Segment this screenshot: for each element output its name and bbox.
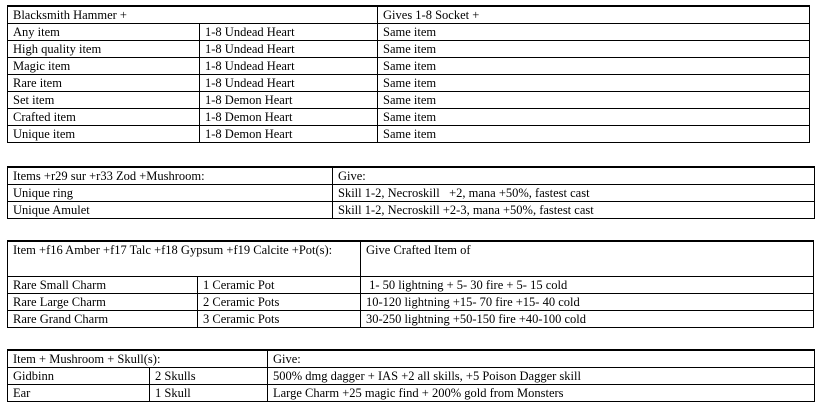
cell-ingredient: 1-8 Demon Heart [200, 92, 378, 109]
cell-ingredient: 2 Skulls [150, 368, 268, 385]
table-row [8, 109, 810, 126]
table-header-row [8, 350, 815, 368]
table-row [8, 277, 814, 294]
table-row [8, 126, 810, 143]
table-row [8, 202, 815, 219]
table-header-row [8, 6, 810, 24]
header-result: Give: [268, 350, 815, 368]
cell-item: Gidbinn [8, 368, 150, 385]
table-row [8, 294, 814, 311]
cell-result: Same item [378, 75, 810, 92]
crafted-charm-table [7, 240, 814, 328]
table-header-row [8, 241, 814, 277]
cell-result: Skill 1-2, Necroskill +2-3, mana +50%, fastest cast [333, 202, 815, 219]
cell-ingredient: 1-8 Undead Heart [200, 24, 378, 41]
header-result: Give: [333, 167, 815, 185]
cell-result: 1- 50 lightning + 5- 30 fire + 5- 15 cold [361, 277, 814, 294]
cell-result: 10-120 lightning +15- 70 fire +15- 40 cold [361, 294, 814, 311]
table-row [8, 92, 810, 109]
cell-item: Set item [8, 92, 200, 109]
cell-item: Rare Large Charm [8, 294, 198, 311]
rune-mushroom-table [7, 166, 815, 219]
header-ingredients: Item + Mushroom + Skull(s): [8, 350, 268, 368]
cell-ingredient: 1-8 Undead Heart [200, 58, 378, 75]
cell-ingredient: 1-8 Undead Heart [200, 41, 378, 58]
cell-result: Large Charm +25 magic find + 200% gold from Monsters [268, 385, 815, 402]
table-header-row [8, 167, 815, 185]
cell-result: Skill 1-2, Necroskill +2, mana +50%, fastest cast [333, 185, 815, 202]
cell-item: High quality item [8, 41, 200, 58]
cell-result: 30-250 lightning +50-150 fire +40-100 cold [361, 311, 814, 328]
header-result: Gives 1-8 Socket + [378, 6, 810, 24]
cell-result: Same item [378, 126, 810, 143]
table-row [8, 41, 810, 58]
cell-result: Same item [378, 58, 810, 75]
cell-item: Any item [8, 24, 200, 41]
table-row [8, 75, 810, 92]
cell-ingredient: 2 Ceramic Pots [198, 294, 361, 311]
cell-item: Crafted item [8, 109, 200, 126]
cell-ingredient: 1 Ceramic Pot [198, 277, 361, 294]
cell-ingredient: 1-8 Undead Heart [200, 75, 378, 92]
cell-ingredient: 1-8 Demon Heart [200, 126, 378, 143]
blacksmith-hammer-table [7, 5, 810, 143]
skull-mushroom-table [7, 349, 815, 402]
cell-result: Same item [378, 41, 810, 58]
cell-item: Rare Grand Charm [8, 311, 198, 328]
cell-result: 500% dmg dagger + IAS +2 all skills, +5 Poison Dagger skill [268, 368, 815, 385]
header-result: Give Crafted Item of [361, 241, 814, 277]
cell-item: Rare item [8, 75, 200, 92]
cell-item: Magic item [8, 58, 200, 75]
cell-item: Unique Amulet [8, 202, 333, 219]
header-ingredients: Items +r29 sur +r33 Zod +Mushroom: [8, 167, 333, 185]
cell-ingredient: 1 Skull [150, 385, 268, 402]
header-ingredients: Blacksmith Hammer + [8, 6, 378, 24]
cell-item: Rare Small Charm [8, 277, 198, 294]
table-row [8, 24, 810, 41]
table-row [8, 368, 815, 385]
cell-item: Unique ring [8, 185, 333, 202]
table-row [8, 385, 815, 402]
cell-ingredient: 1-8 Demon Heart [200, 109, 378, 126]
header-ingredients: Item +f16 Amber +f17 Talc +f18 Gypsum +f19 Calcite +Pot(s): [8, 241, 361, 277]
cell-result: Same item [378, 92, 810, 109]
table-row [8, 185, 815, 202]
cell-result: Same item [378, 24, 810, 41]
cell-ingredient: 3 Ceramic Pots [198, 311, 361, 328]
cell-item: Ear [8, 385, 150, 402]
table-row [8, 58, 810, 75]
cell-result: Same item [378, 109, 810, 126]
cell-item: Unique item [8, 126, 200, 143]
table-row [8, 311, 814, 328]
